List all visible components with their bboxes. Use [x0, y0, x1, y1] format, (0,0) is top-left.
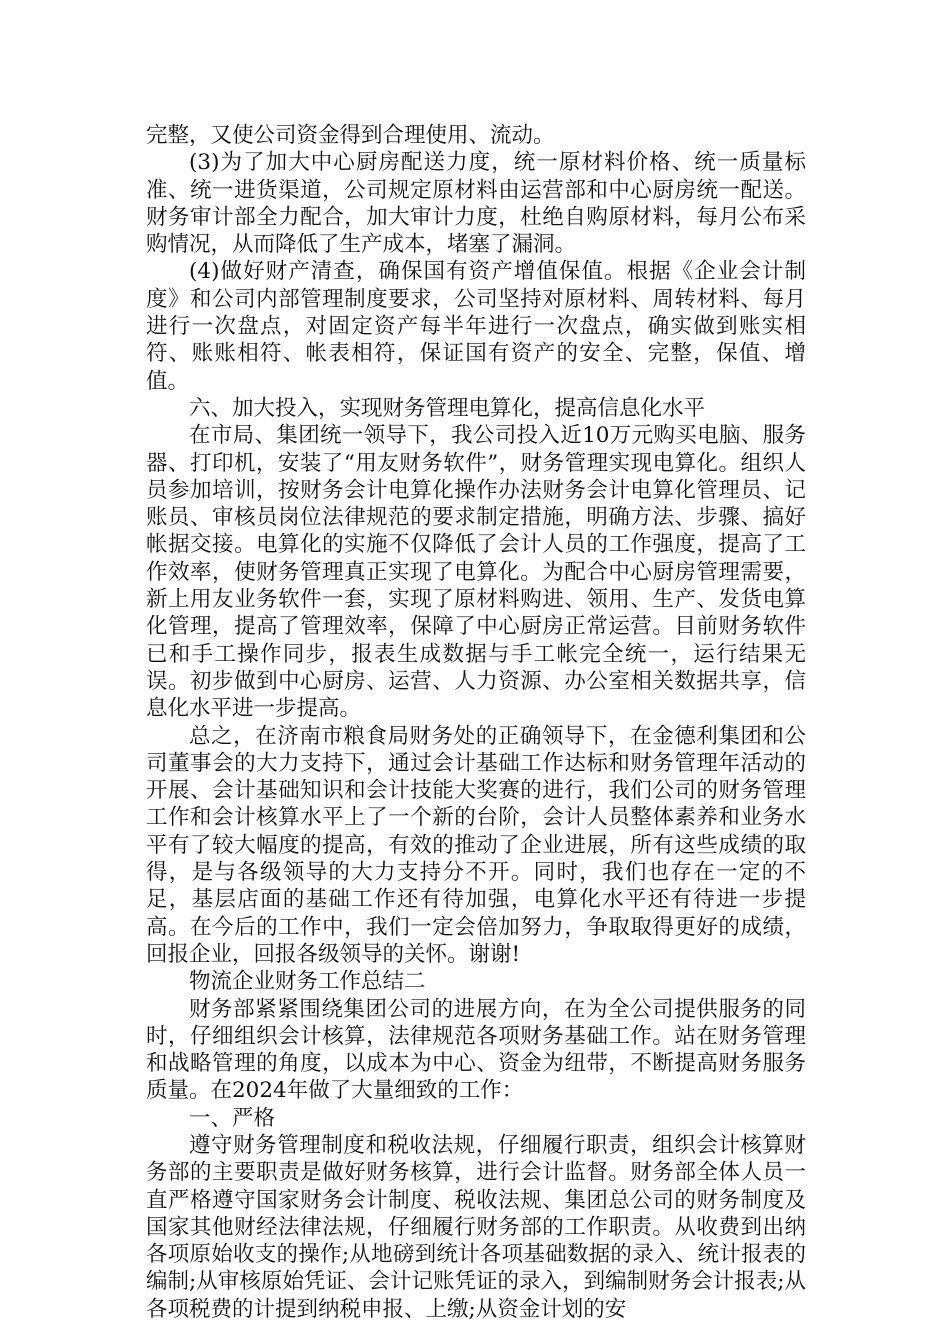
paragraph-5: 在市局、集团统一领导下，我公司投入近10万元购买电脑、服务器、打印机，安装了“用友财务软件”，财务管理实现电算化。组织人员参加培训，按财务会计电算化操作办法财务会计电算化管理员、记账员、审核员岗位法律规范的要求制定措施，明确方法、步骤、搞好帐据交接。电算化的实施不仅降低了会计人员的工作强度，提高了工作效率，使财务管理真正实现了电算化。为配合中心厨房管理需要，新上用友业务软件一套，实现了原材料购进、领用、生产、发货电算化管理，提高了管理效率，保障了中心厨房正常运营。目前财务软件已和手工操作同步，报表生成数据与手工帐完全统一，运行结果无误。初步做到中心厨房、运营、人力资源、办公室相关数据共享，信息化水平进一步提高。	[146, 423, 806, 722]
section-heading-1: 一、严格	[189, 1105, 276, 1131]
document-page	[146, 122, 806, 1323]
paragraph-1: 完整，又使公司资金得到合理使用、流动。	[146, 123, 555, 148]
paragraph-6: 总之，在济南市粮食局财务处的正确领导下，在金德利集团和公司董事会的大力支持下，通过会计基础工作达标和财务管理年活动的开展、会计基础知识和会计技能大奖赛的进行，我们公司的财务管理工作和会计核算水平上了一个新的台阶，会计人员整体素养和业务水平有了较大幅度的提高，有效的推动了企业进展，所有这些成绩的取得，是与各级领导的大力支持分不开。同时，我们也存在一定的不足，基层店面的基础工作还有待加强，电算化水平还有待进一步提高。在今后的工作中，我们一定会倍加努力，争取取得更好的成绩，回报企业，回报各级领导的关怀。谢谢!	[146, 723, 806, 967]
paragraph-8: 财务部紧紧围绕集团公司的进展方向，在为全公司提供服务的同时，仔细组织会计核算，法律规范各项财务基础工作。站在财务管理和战略管理的角度，以成本为中心、资金为纽带，不断提高财务服务质量。在2024年做了大量细致的工作：	[146, 996, 806, 1104]
document-subtitle: 物流企业财务工作总结二	[189, 969, 426, 995]
paragraph-2: (3)为了加大中心厨房配送力度，统一原材料价格、统一质量标准、统一进货渠道，公司规定原材料由运营部和中心厨房统一配送。财务审计部全力配合，加大审计力度，杜绝自购原材料，每月公布采购情况，从而降低了生产成本，堵塞了漏洞。	[146, 150, 806, 258]
paragraph-10: 遵守财务管理制度和税收法规，仔细履行职责，组织会计核算财务部的主要职责是做好财务核算，进行会计监督。财务部全体人员一直严格遵守国家财务会计制度、税收法规、集团总公司的财务制度及国家其他财经法律法规，仔细履行财务部的工作职责。从收费到出纳各项原始收支的操作;从地磅到统计各项基础数据的录入、统计报表的编制;从审核原始凭证、会计记账凭证的录入，到编制财务会计报表;从各项税费的计提到纳税申报、上缴;从资金计划的安	[146, 1132, 806, 1322]
paragraph-3: (4)做好财产清查，确保国有资产增值保值。根据《企业会计制度》和公司内部管理制度要求，公司坚持对原材料、周转材料、每月进行一次盘点，对固定资产每半年进行一次盘点，确实做到账实相符、账账相符、帐表相符，保证国有资产的安全、完整，保值、增值。	[146, 259, 806, 394]
section-heading-6: 六、加大投入，实现财务管理电算化，提高信息化水平	[189, 395, 706, 421]
